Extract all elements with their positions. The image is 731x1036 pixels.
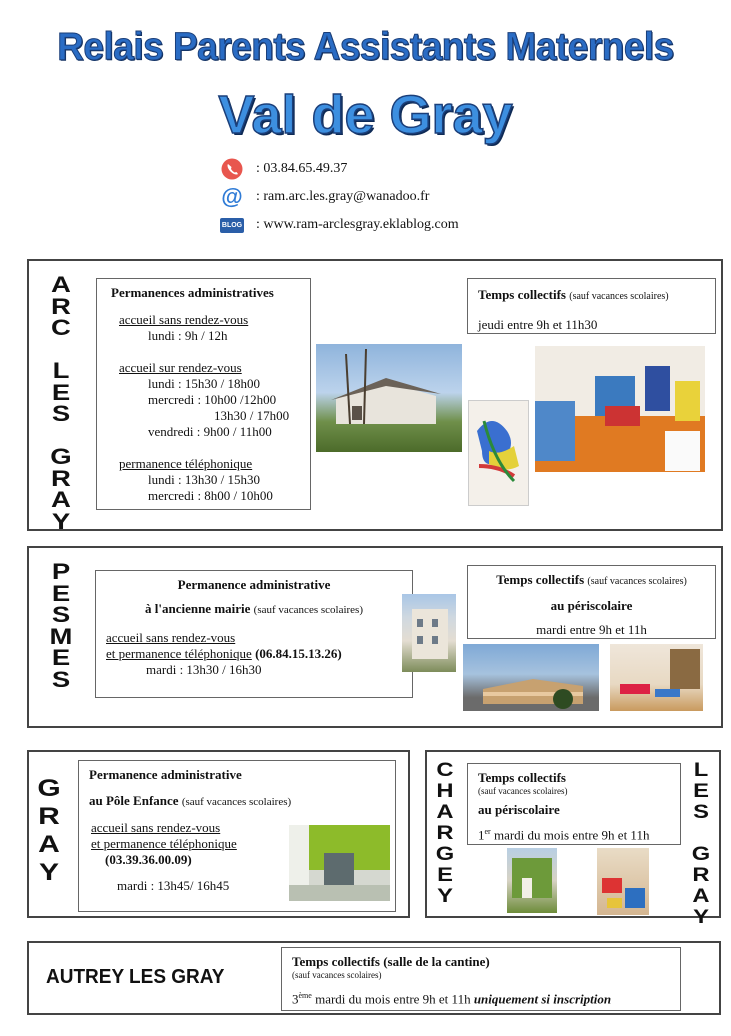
chargey-collectif-title: Temps collectifs: [478, 770, 566, 785]
pesmes-collectif-place: au périscolaire: [550, 598, 633, 613]
playroom-photo: [535, 346, 705, 472]
pesmes-admin-line1: accueil sans rendez-vous: [106, 630, 236, 645]
contact-phone: [220, 158, 347, 180]
gray-admin-line2: et permanence téléphonique: [91, 836, 237, 851]
chargey-collectif-note: (sauf vacances scolaires): [478, 786, 568, 796]
les-gray-vertical-label: L E S G R A Y: [691, 760, 711, 928]
phone-number: : 03.84.65.49.37: [256, 161, 348, 176]
arc-collectif-note: (sauf vacances scolaires): [569, 291, 669, 302]
arc-phone-label: permanence téléphonique: [119, 456, 253, 471]
autrey-collectif-emphasis: uniquement si inscription: [473, 991, 612, 1007]
contact-email: [220, 186, 429, 208]
pesmes-collectif-box: [467, 565, 716, 639]
pesmes-vertical-label: P E S M E S: [49, 559, 73, 692]
arc-collectif-box: [467, 278, 716, 334]
autrey-collectif-title: Temps collectifs (salle de la cantine): [292, 954, 490, 969]
arc-appt-wednesday-pm: 13h30 / 17h00: [214, 408, 290, 423]
arc-admin-title: Permanences administratives: [111, 285, 274, 300]
autrey-collectif-num: 3: [292, 991, 299, 1007]
chargey-collectif-box: [467, 763, 681, 845]
gray-admin-line1: accueil sans rendez-vous: [91, 820, 221, 835]
chargey-collectif-place: au périscolaire: [478, 802, 560, 817]
arc-walkin-hours: lundi : 9h / 12h: [148, 328, 228, 343]
autrey-collectif-box: [281, 947, 681, 1011]
arc-appt-label: accueil sur rendez-vous: [119, 360, 242, 375]
chargey-room-photo: [597, 848, 649, 915]
arc-phone-monday: lundi : 13h30 / 15h30: [148, 472, 260, 487]
pesmes-collectif-title: Temps collectifs: [496, 572, 585, 587]
email-address: : ram.arc.les.gray@wanadoo.fr: [256, 189, 430, 204]
phone-icon: [220, 158, 244, 180]
pesmes-collectif-note: (sauf vacances scolaires): [587, 576, 687, 587]
periscolaire-building-photo: [463, 644, 599, 711]
autrey-collectif-schedule: mardi du mois entre 9h et 11h: [311, 991, 474, 1007]
chargey-collectif-sup: er: [484, 827, 491, 836]
pesmes-admin-line2: et permanence téléphonique: [106, 646, 252, 661]
chargey-building-photo: [507, 848, 557, 913]
contact-blog: [220, 214, 459, 236]
pesmes-collectif-schedule: mardi entre 9h et 11h: [536, 622, 647, 637]
periscolaire-room-photo: [610, 644, 703, 711]
blog-icon: BLOG: [220, 214, 244, 236]
arc-admin-box: [96, 278, 311, 510]
autrey-label: AUTREY LES GRAY: [46, 966, 225, 988]
gray-vertical-label: G R A Y: [37, 775, 61, 886]
chargey-collectif-num: 1: [478, 827, 485, 843]
arc-collectif-title: Temps collectifs: [478, 287, 566, 302]
arc-appt-wednesday: mercredi : 10h00 /12h00: [148, 392, 277, 407]
arc-appt-monday: lundi : 15h30 / 18h00: [148, 376, 260, 391]
gray-admin-phone: (03.39.36.00.09): [105, 852, 192, 867]
gray-admin-place: au Pôle Enfance: [89, 793, 179, 808]
building-photo: [316, 344, 462, 452]
pesmes-admin-title: Permanence administrative: [177, 577, 331, 592]
arc-walkin-label: accueil sans rendez-vous: [119, 312, 249, 327]
pesmes-admin-hours: mardi : 13h30 / 16h30: [146, 662, 262, 677]
gray-admin-note: (sauf vacances scolaires): [181, 796, 292, 808]
gray-admin-hours: mardi : 13h45/ 16h45: [117, 878, 230, 893]
pesmes-admin-place: à l'ancienne mairie: [144, 601, 251, 616]
pesmes-admin-box: [95, 570, 413, 698]
blog-url: : www.ram-arclesgray.eklablog.com: [256, 217, 459, 232]
pesmes-admin-phone: (06.84.15.13.26): [255, 646, 342, 661]
autrey-collectif-note: (sauf vacances scolaires): [292, 970, 382, 980]
arc-appt-friday: vendredi : 9h00 / 11h00: [148, 424, 272, 439]
arc-phone-wednesday: mercredi : 8h00 / 10h00: [148, 488, 273, 503]
header-title: Relais Parents Assistants Maternels: [57, 24, 674, 68]
arc-les-gray-vertical-label: A R C L E S G R A Y: [50, 272, 72, 534]
autrey-collectif-sup: ème: [298, 991, 312, 1000]
child-painting-photo: [468, 400, 529, 506]
pole-enfance-photo: [289, 825, 390, 901]
chargey-vertical-label: C H A R G E Y: [435, 760, 455, 907]
pesmes-admin-note: (sauf vacances scolaires): [253, 604, 364, 616]
header-subtitle: Val de Gray: [218, 85, 513, 145]
arc-collectif-schedule: jeudi entre 9h et 11h30: [478, 317, 598, 332]
gray-admin-title: Permanence administrative: [89, 767, 242, 782]
at-sign-icon: @: [221, 184, 243, 209]
old-town-hall-photo: [402, 594, 456, 672]
chargey-collectif-schedule: mardi du mois entre 9h et 11h: [490, 827, 650, 843]
